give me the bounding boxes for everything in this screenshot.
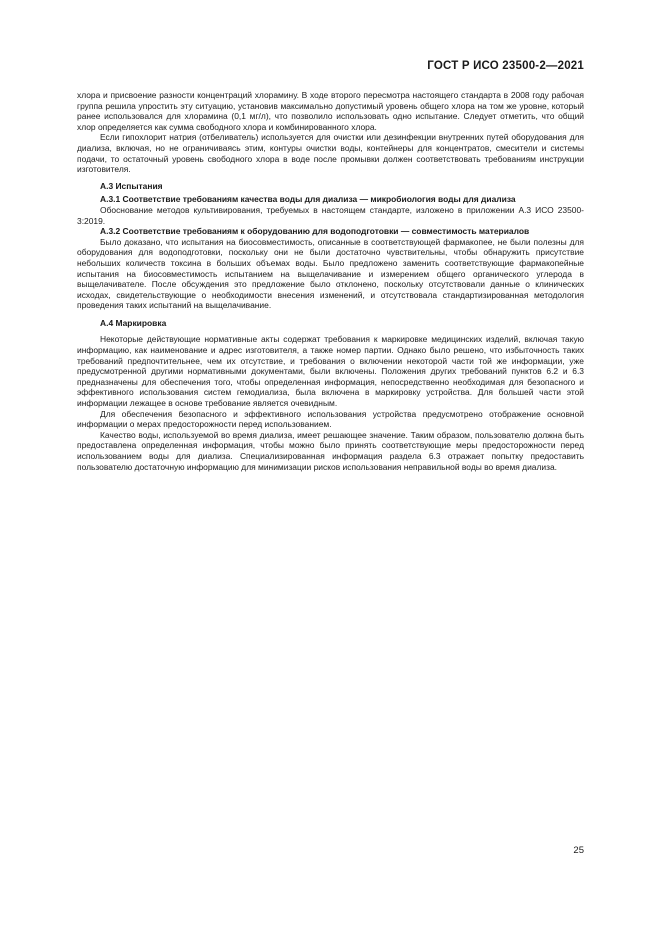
subsection-a32-text: Было доказано, что испытания на биосовместимость, описанные в соответствующей фармакопее, не были полезны для оборудования для водоподготовки, поскольку они не были достаточно чувствительны, чтобы обнаружить присутствие небольших количеств токсина в больших объемах воды. Было предложено заменить соответствующие фармакопейные испытания на биосовместимость испытанием на выщелачивание и измерением общего органического углерода в выщелачивателе. После обсуждения это предложение было отклонено, поскольку отсутствовали данные о клинических исходах, свидетельствующие о необходимости внесения изменений, и отсутствовала стандартизированная методология проведения таких испытаний на выщелачивание. (77, 236, 584, 311)
section-a4-paragraph-1: Некоторые действующие нормативные акты содержат требования к маркировке медицинских изделий, включая такую информацию, как наименование и адрес изготовителя, а также номер партии. Однако было решено, что избыточность таких требований предпочтительнее, чем их отсутствие, и требования о включении некоторой части той же информации, уже предусмотренной другими нормативными документами, были включены. Положения других требований пунктов 6.2 и 6.3 предназначены для обеспечения того, чтобы определенная информация, непосредственно необходимая для безопасного и эффективного использования систем гемодиализа, была включена в маркировку устройства. Для большей части этой информации лежащее в основе требование является очевидным. (77, 334, 584, 409)
page-number: 25 (573, 845, 584, 856)
section-a4-title: А.4 Маркировка (100, 317, 167, 328)
intro-paragraph-2: Если гипохлорит натрия (отбеливатель) используется для очистки или дезинфекции внутренних путей оборудования для диализа, включая, но не ограничиваясь этим, контуры очистки воды, контейнеры для концентратов, смесители и системы подачи, то остаточный уровень свободного хлора в воде после промывки должен соответствовать требованиям инструкции изготовителя. (77, 132, 584, 175)
intro-paragraph-1: хлора и присвоение разности концентраций хлорамину. В ходе второго пересмотра настоящего стандарта в 2008 году рабочая группа решила упростить эту ситуацию, установив максимально допустимый уровень общего хлора на том же уровне, который ранее использовался для хлорамина (0,1 мг/л), что позволило использовать одно испытание. Следует отметить, что общий хлор определяется как сумма свободного хлора и комбинированного хлора. (77, 90, 584, 132)
section-a4-paragraph-2: Для обеспечения безопасного и эффективного использования устройства предусмотрено отображение основной информации о мерах предосторожности перед использованием. (77, 408, 584, 430)
document-body (77, 90, 584, 472)
subsection-a32-title: А.3.2 Соответствие требованиям к оборудованию для водоподготовки — совместимость материалов (100, 226, 530, 237)
section-a4-paragraph-3: Качество воды, используемой во время диализа, имеет решающее значение. Таким образом, пользователю должна быть предоставлена определенная информация, чтобы можно было принять соответствующие меры предосторожности перед использованием воды для диализа. Специализированная информация раздела 6.3 отражает попытку предоставить пользователю достаточную информацию для минимизации рисков использования неправильной воды во время диализа. (77, 429, 584, 472)
section-a3-title: А.3 Испытания (100, 180, 163, 191)
document-header: ГОСТ Р ИСО 23500-2—2021 (427, 60, 584, 72)
subsection-a31-text: Обоснование методов культивирования, требуемых в настоящем стандарте, изложено в приложении А.3 ИСО 23500-3:2019. (77, 204, 584, 226)
subsection-a31-title: А.3.1 Соответствие требованиям качества воды для диализа — микробиология воды для диализа (100, 194, 516, 205)
